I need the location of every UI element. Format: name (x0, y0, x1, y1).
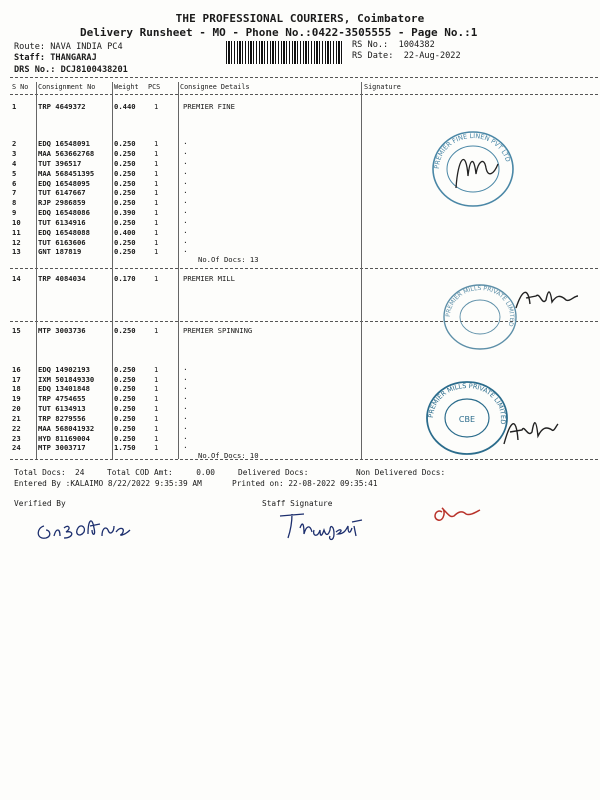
row-consignment: MAA 568451395 (38, 169, 95, 178)
row-pcs: 1 (154, 443, 159, 452)
consignee-dot: . (183, 441, 188, 450)
row-weight: 0.250 (114, 424, 136, 433)
consignee-dot: . (183, 412, 188, 421)
row-pcs: 1 (154, 102, 159, 111)
row-consignment: TUT 6147667 (38, 188, 86, 197)
col-header-sno: S No (12, 83, 29, 91)
row-pcs: 1 (154, 139, 159, 148)
row-weight: 0.440 (114, 102, 136, 111)
row-consignment: EDQ 16548088 (38, 228, 90, 237)
row-sno: 10 (12, 218, 21, 227)
row-sno: 16 (12, 365, 21, 374)
row-sno: 6 (12, 179, 17, 188)
col-line (361, 82, 362, 459)
row-weight: 0.250 (114, 365, 136, 374)
row-consignment: IXM 501849330 (38, 375, 95, 384)
verifier-signature (30, 506, 140, 544)
row-consignment: HYD 81169004 (38, 434, 90, 443)
row-pcs: 1 (154, 365, 159, 374)
row-weight: 0.250 (114, 394, 136, 403)
row-sno: 21 (12, 414, 21, 423)
row-sno: 17 (12, 375, 21, 384)
consignee-dot: . (183, 392, 188, 401)
row-pcs: 1 (154, 404, 159, 413)
row-weight: 0.170 (114, 274, 136, 283)
col-line (112, 82, 113, 459)
row-consignment: EDQ 14902193 (38, 365, 90, 374)
row-weight: 0.250 (114, 247, 136, 256)
row-sno: 9 (12, 208, 17, 217)
row-sno: 1 (12, 102, 17, 111)
row-sno: 7 (12, 188, 17, 197)
row-pcs: 1 (154, 434, 159, 443)
row-sno: 15 (12, 326, 21, 335)
stamp-3-text: PREMIER MILLS PRIVATE LIMITED (426, 381, 508, 425)
col-header-consignee: Consignee Details (180, 83, 250, 91)
row-pcs: 1 (154, 375, 159, 384)
entered-by: Entered By :KALAIMO 8/22/2022 9:35:39 AM (14, 479, 202, 488)
row-sno: 18 (12, 384, 21, 393)
row-consignment: TUT 6163606 (38, 238, 86, 247)
row-weight: 0.250 (114, 326, 136, 335)
col-line (178, 82, 179, 459)
rs-date: RS Date: 22-Aug-2022 (352, 51, 461, 61)
consignee-dot: . (183, 373, 188, 382)
consignee-dot: . (183, 157, 188, 166)
stamp-2-text: PREMIER MILLS PRIVATE LIMITED (444, 284, 516, 328)
row-pcs: 1 (154, 326, 159, 335)
receiver-signature-3 (500, 408, 560, 448)
row-weight: 0.250 (114, 198, 136, 207)
row-pcs: 1 (154, 198, 159, 207)
row-pcs: 1 (154, 414, 159, 423)
consignee-dot: . (183, 186, 188, 195)
row-weight: 0.250 (114, 179, 136, 188)
row-sno: 22 (12, 424, 21, 433)
row-consignment: MAA 563662768 (38, 149, 95, 158)
receiver-signature-2 (512, 282, 582, 312)
printed-on: Printed on: 22-08-2022 09:35:41 (232, 479, 378, 488)
row-pcs: 1 (154, 274, 159, 283)
docs-count-group-3: No.Of Docs: 10 (198, 451, 259, 460)
row-weight: 0.250 (114, 188, 136, 197)
row-consignment: RJP 2986859 (38, 198, 86, 207)
col-header-signature: Signature (364, 83, 401, 91)
runsheet-title: Delivery Runsheet - MO - Phone No.:0422-3505555 - Page No.:1 (80, 26, 478, 39)
row-consignment: TRP 4084034 (38, 274, 86, 283)
stamp-3-center: CBE (458, 415, 476, 424)
company-title: THE PROFESSIONAL COURIERS, Coimbatore (175, 12, 425, 25)
route: Route: NAVA INDIA PC4 (14, 42, 123, 52)
staff: Staff: THANGARAJ (14, 53, 97, 63)
row-pcs: 1 (154, 247, 159, 256)
row-sno: 23 (12, 434, 21, 443)
row-pcs: 1 (154, 394, 159, 403)
consignee-dot: . (183, 167, 188, 176)
row-sno: 11 (12, 228, 21, 237)
row-weight: 0.250 (114, 139, 136, 148)
row-pcs: 1 (154, 218, 159, 227)
col-line (36, 82, 37, 459)
consignee-dot: . (183, 206, 188, 215)
consignee-dot: . (183, 236, 188, 245)
company-stamp-3 (422, 378, 512, 458)
col-header-consignment: Consignment No (38, 83, 96, 91)
company-stamp-2 (440, 282, 520, 352)
row-weight: 0.400 (114, 228, 136, 237)
row-weight: 0.250 (114, 218, 136, 227)
rs-number: RS No.: 1004382 (352, 40, 435, 50)
table-top-rule (10, 77, 598, 78)
row-pcs: 1 (154, 424, 159, 433)
company-stamp-1 (428, 128, 518, 210)
row-consignment: GNT 187819 (38, 247, 82, 256)
row-consignment: EDQ 16548095 (38, 179, 90, 188)
consignee-dot: . (183, 177, 188, 186)
consignee-dot: . (183, 196, 188, 205)
consignee-dot: . (183, 432, 188, 441)
row-consignment: EDQ 16548091 (38, 139, 90, 148)
consignee-dot: . (183, 363, 188, 372)
non-delivered-docs: Non Delivered Docs: (356, 468, 446, 477)
barcode (226, 41, 344, 64)
row-weight: 1.750 (114, 443, 136, 452)
verified-by-label: Verified By (14, 499, 66, 508)
consignee-dot: . (183, 137, 188, 146)
row-consignment: TUT 6134913 (38, 404, 86, 413)
staff-signature (276, 508, 376, 542)
row-sno: 14 (12, 274, 21, 283)
consignee-dot: . (183, 245, 188, 254)
row-pcs: 1 (154, 188, 159, 197)
table-header-rule (10, 94, 598, 95)
row-pcs: 1 (154, 208, 159, 217)
row-weight: 0.390 (114, 208, 136, 217)
delivered-docs: Delivered Docs: (238, 468, 309, 477)
consignee-dot: . (183, 402, 188, 411)
drs-number: DRS No.: DCJ8100438201 (14, 65, 128, 75)
row-sno: 3 (12, 149, 17, 158)
row-weight: 0.250 (114, 169, 136, 178)
row-consignment: TRP 4649372 (38, 102, 86, 111)
row-sno: 8 (12, 198, 17, 207)
row-pcs: 1 (154, 149, 159, 158)
row-consignment: TUT 396517 (38, 159, 82, 168)
red-initials (428, 498, 484, 526)
stamp-1-text: PREMIER FINE LINEN PVT LTD (432, 131, 512, 170)
consignee-dot: . (183, 226, 188, 235)
row-consignment: TRP 8279556 (38, 414, 86, 423)
row-sno: 5 (12, 169, 17, 178)
row-pcs: 1 (154, 238, 159, 247)
consignee-group-3: PREMIER SPINNING (183, 326, 253, 335)
consignee-dot: . (183, 216, 188, 225)
row-pcs: 1 (154, 179, 159, 188)
row-weight: 0.250 (114, 404, 136, 413)
staff-signature-label: Staff Signature (262, 499, 333, 508)
col-header-pcs: PCS (148, 83, 161, 91)
total-docs: Total Docs: 24 (14, 468, 85, 477)
total-cod: Total COD Amt: 0.00 (107, 468, 215, 477)
row-weight: 0.250 (114, 384, 136, 393)
row-consignment: EDQ 16548086 (38, 208, 90, 217)
col-header-weight: Weight (114, 83, 139, 91)
table-bottom-rule (10, 459, 598, 460)
row-sno: 4 (12, 159, 17, 168)
row-consignment: MAA 568041932 (38, 424, 95, 433)
row-weight: 0.250 (114, 149, 136, 158)
consignee-dot: . (183, 422, 188, 431)
row-sno: 2 (12, 139, 17, 148)
row-pcs: 1 (154, 169, 159, 178)
row-sno: 13 (12, 247, 21, 256)
consignee-group-2: PREMIER MILL (183, 274, 235, 283)
row-pcs: 1 (154, 228, 159, 237)
consignee-dot: . (183, 382, 188, 391)
consignee-group-1: PREMIER FINE (183, 102, 235, 111)
consignee-dot: . (183, 147, 188, 156)
row-sno: 12 (12, 238, 21, 247)
row-sno: 24 (12, 443, 21, 452)
row-pcs: 1 (154, 384, 159, 393)
row-pcs: 1 (154, 159, 159, 168)
row-sno: 19 (12, 394, 21, 403)
group-divider-1 (10, 268, 598, 269)
row-consignment: TRP 4754655 (38, 394, 86, 403)
row-weight: 0.250 (114, 238, 136, 247)
row-weight: 0.250 (114, 159, 136, 168)
row-consignment: MTP 3003717 (38, 443, 86, 452)
docs-count-group-1: No.Of Docs: 13 (198, 255, 259, 264)
row-weight: 0.250 (114, 375, 136, 384)
row-consignment: EDQ 13401848 (38, 384, 90, 393)
row-weight: 0.250 (114, 414, 136, 423)
row-consignment: TUT 6134916 (38, 218, 86, 227)
row-consignment: MTP 3003736 (38, 326, 86, 335)
row-sno: 20 (12, 404, 21, 413)
row-weight: 0.250 (114, 434, 136, 443)
